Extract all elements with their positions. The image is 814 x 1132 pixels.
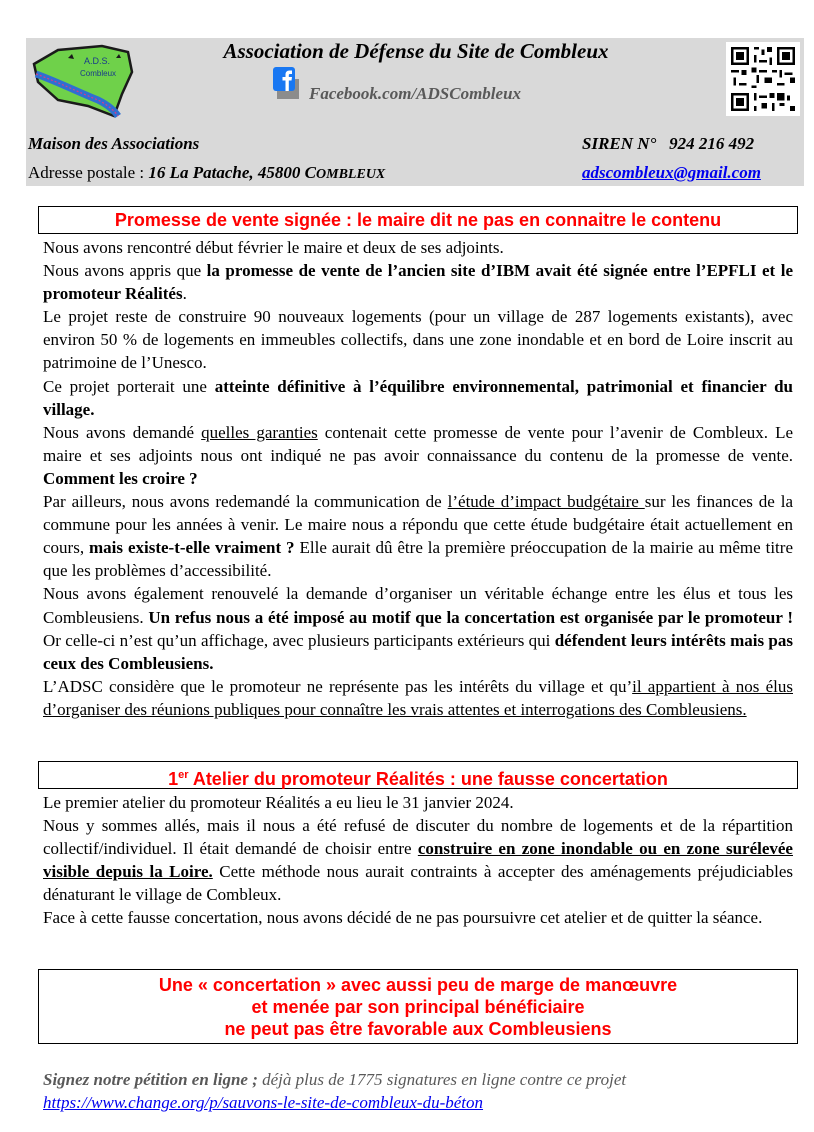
facebook-link[interactable]: Facebook.com/ADSCombleux	[309, 84, 522, 103]
paragraph: Nous y sommes allés, mais il nous a été refusé de discuter du nombre de logements et de la répartition collectif/individuel. Il était demandé de choisir entre construire en zone inondable ou en zone surélevée visible depuis la Loire. Cette méthode nous aurait contraints à accepter des aménagements préjudiciables dénaturant le village de Combleux.	[43, 816, 793, 905]
section2-title: 1er Atelier du promoteur Réalités : une fausse concertation	[38, 761, 798, 789]
conclusion-line: ne peut pas être favorable aux Combleusiens	[224, 1019, 612, 1039]
address-label: Adresse postale :	[28, 163, 149, 182]
section1-title: Promesse de vente signée : le maire dit ne pas en connaitre le contenu	[38, 206, 798, 234]
logo-text-2: Combleux	[80, 69, 117, 78]
qr-code	[726, 42, 800, 116]
section2-body	[43, 791, 793, 930]
paragraph: L’ADSC considère que le promoteur ne représente pas les intérêts du village et qu’il appartient à nos élus d’organiser des réunions publiques pour connaître les vrais attentes et interrogations des Combleusiens.	[43, 676, 793, 719]
conclusion-line: Une « concertation » avec aussi peu de marge de manœuvre	[158, 975, 678, 995]
paragraph: Nous avons demandé quelles garanties contenait cette promesse de vente pour l’avenir de Combleux. Le maire et ses adjoints nous ont indiqué ne pas avoir connaissance du contenu de la promesse de vente. Comment les croire ?	[43, 422, 794, 488]
petition-call: Signez notre pétition en ligne ; déjà plus de 1775 signatures en ligne contre ce projet	[43, 1070, 627, 1089]
paragraph: Par ailleurs, nous avons redemandé la communication de l’étude d’impact budgétaire sur les finances de la commune pour les années à venir. Le maire nous a répondu que cette étude budgétaire était actuellement en cours, mais existe-t-elle vraiment ? Elle aurait dû être la première préoccupation de la mairie au même titre que les problèmes d’accessibilité.	[43, 492, 793, 581]
paragraph: Nous avons appris que la promesse de vente de l’ancien site d’IBM avait été signée entre l’EPFLI et le promoteur Réalités.	[43, 261, 793, 304]
paragraph: Nous avons rencontré début février le maire et deux de ses adjoints.	[43, 238, 504, 257]
conclusion-box	[38, 969, 798, 1044]
address-city: OMBLEUX	[316, 167, 386, 182]
paragraph: Le premier atelier du promoteur Réalités a eu lieu le 31 janvier 2024.	[43, 793, 514, 812]
section1-body	[43, 236, 793, 721]
petition-link[interactable]: https://www.change.org/p/sauvons-le-site-de-combleux-du-béton	[43, 1093, 484, 1112]
postal-address	[28, 163, 385, 183]
paragraph: Ce projet porterait une atteinte définitive à l’équilibre environnemental, patrimonial et financier du village.	[43, 376, 794, 419]
paragraph: Nous avons également renouvelé la demande d’organiser un véritable échange entre les élus et tous les Combleusiens. Un refus nous a été imposé au motif que la concertation est organisée par le promoteur ! Or celle-ci n’est qu’un affichage, avec plusieurs participants extérieurs qui défendent leurs intérêts mais pas ceux des Combleusiens.	[43, 584, 794, 673]
ads-logo	[28, 42, 138, 124]
address-street: 16 La Patache, 45800 C	[148, 163, 317, 182]
facebook-icon[interactable]	[273, 67, 299, 99]
siren-number: SIREN N° 924 216 492	[582, 134, 755, 153]
association-title: Association de Défense du Site de Combleux	[223, 39, 609, 63]
paragraph: Le projet reste de construire 90 nouveaux logements (pour un village de 287 logements existants), avec environ 50 % de logements en immeubles collectifs, dans une zone inondable et en bord de Loire inscrit au patrimoine de l’Unesco.	[43, 307, 793, 373]
email-link[interactable]: adscombleux@gmail.com	[582, 163, 761, 182]
conclusion-line: et menée par son principal bénéficiaire	[251, 997, 585, 1017]
paragraph: Face à cette fausse concertation, nous avons décidé de ne pas poursuivre cet atelier et de quitter la séance.	[43, 908, 763, 928]
maison-des-associations: Maison des Associations	[28, 134, 200, 153]
logo-text-1: A.D.S.	[84, 56, 111, 66]
